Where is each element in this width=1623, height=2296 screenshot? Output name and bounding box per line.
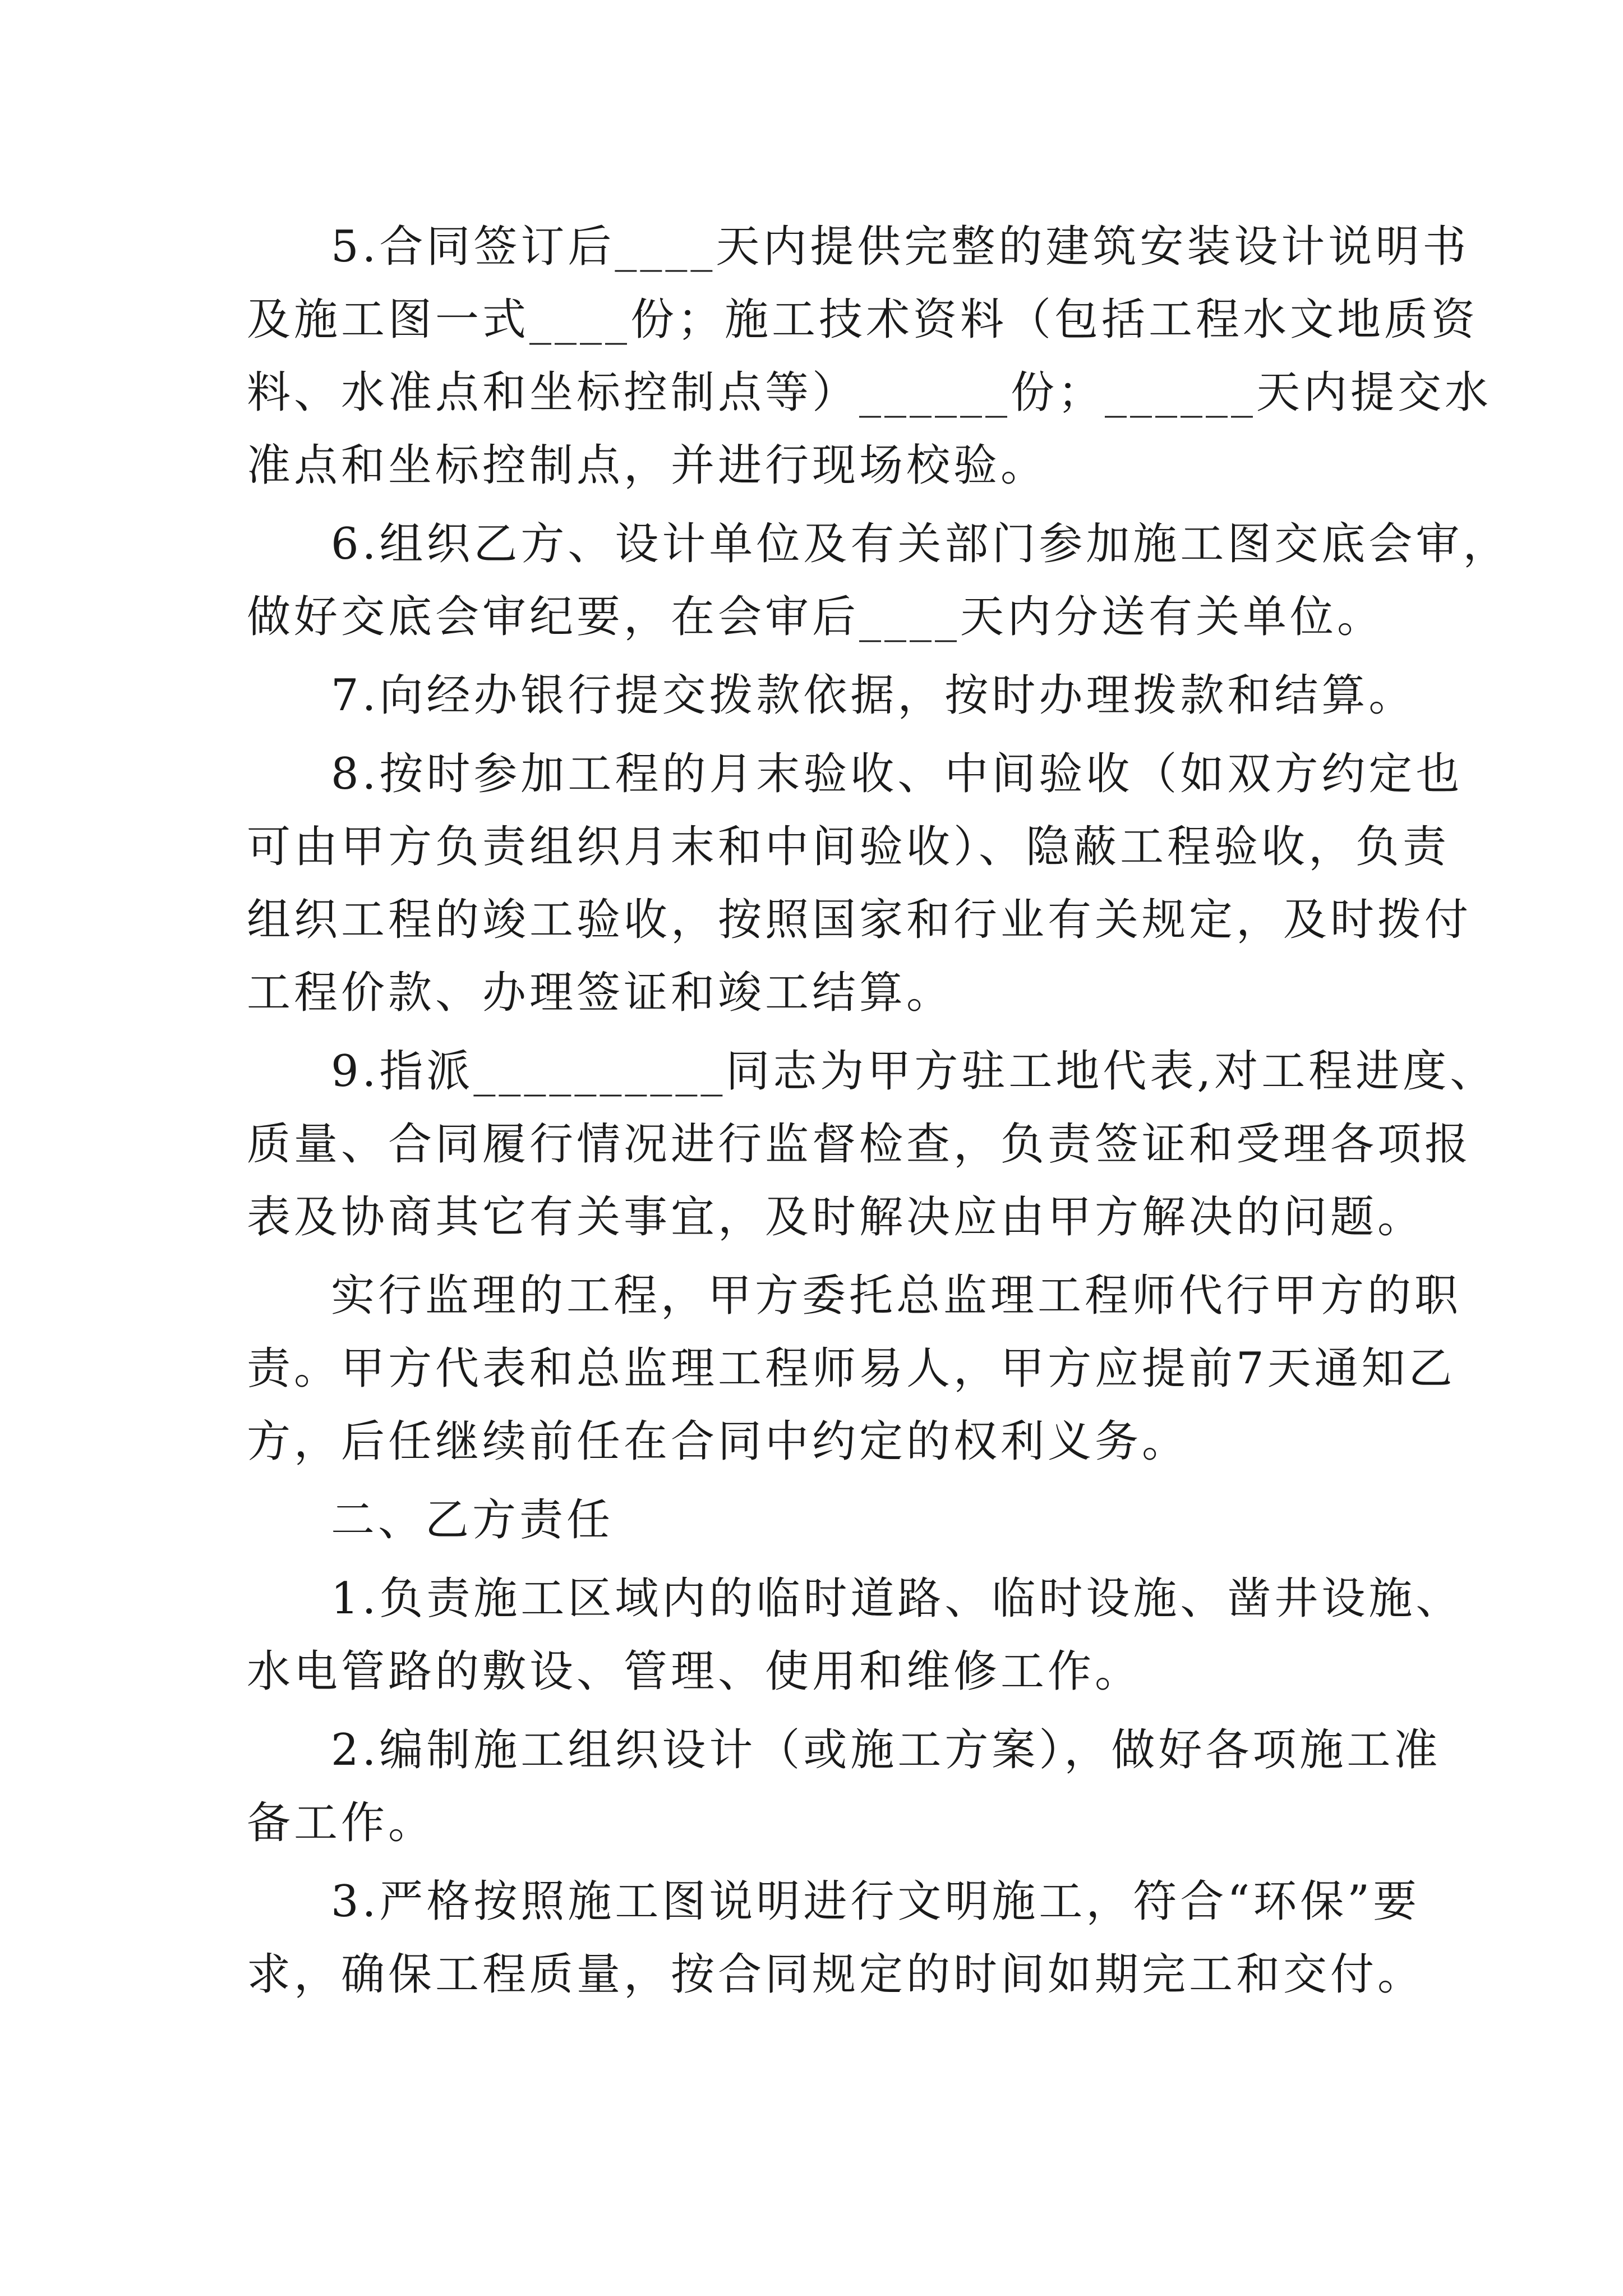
paragraph-line: 质量、合同履行情况进行监督检查，负责签证和受理各项报: [247, 1119, 1472, 1170]
section-heading: 二、乙方责任: [331, 1495, 614, 1545]
paragraph-line: 料、水准点和坐标控制点等）______份；______天内提交水: [247, 367, 1492, 418]
paragraph-line: 5.合同签订后____天内提供完整的建筑安装设计说明书: [331, 222, 1470, 272]
paragraph-line: 2.编制施工组织设计（或施工方案），做好各项施工准: [331, 1725, 1441, 1775]
paragraph-line: 7.向经办银行提交拨款依据，按时办理拨款和结算。: [331, 670, 1416, 721]
paragraph-line: 组织工程的竣工验收，按照国家和行业有关规定，及时拨付: [247, 895, 1472, 945]
paragraph-line: 方，后任继续前任在合同中约定的权利义务。: [247, 1416, 1189, 1467]
paragraph-line: 9.指派__________同志为甲方驻工地代表,对工程进度、: [331, 1046, 1497, 1097]
paragraph-line: 备工作。: [247, 1798, 436, 1848]
paragraph-line: 做好交底会审纪要，在会审后____天内分送有关单位。: [247, 592, 1385, 642]
paragraph-line: 可由甲方负责组织月末和中间验收）、隐蔽工程验收，负责: [247, 822, 1450, 872]
paragraph-line: 1.负责施工区域内的临时道路、临时设施、凿井设施、: [331, 1573, 1463, 1624]
paragraph-line: 水电管路的敷设、管理、使用和维修工作。: [247, 1646, 1142, 1697]
paragraph-line: 表及协商其它有关事宜，及时解决应由甲方解决的问题。: [247, 1192, 1425, 1243]
paragraph-line: 及施工图一式____份；施工技术资料（包括工程水文地质资: [247, 295, 1479, 345]
paragraph-line: 实行监理的工程，甲方委托总监理工程师代行甲方的职: [331, 1271, 1462, 1321]
paragraph-line: 责。甲方代表和总监理工程师易人，甲方应提前7天通知乙: [247, 1343, 1456, 1394]
paragraph-line: 准点和坐标控制点，并进行现场校验。: [247, 440, 1048, 491]
paragraph-line: 8.按时参加工程的月末验收、中间验收（如双方约定也: [331, 749, 1463, 799]
paragraph-line: 6.组织乙方、设计单位及有关部门参加施工图交底会审，: [331, 519, 1510, 569]
paragraph-line: 工程价款、办理签证和竣工结算。: [247, 968, 954, 1018]
paragraph-line: 求，确保工程质量，按合同规定的时间如期完工和交付。: [247, 1949, 1425, 2000]
paragraph-line: 3.严格按照施工图说明进行文明施工，符合“环保”要: [331, 1876, 1421, 1927]
